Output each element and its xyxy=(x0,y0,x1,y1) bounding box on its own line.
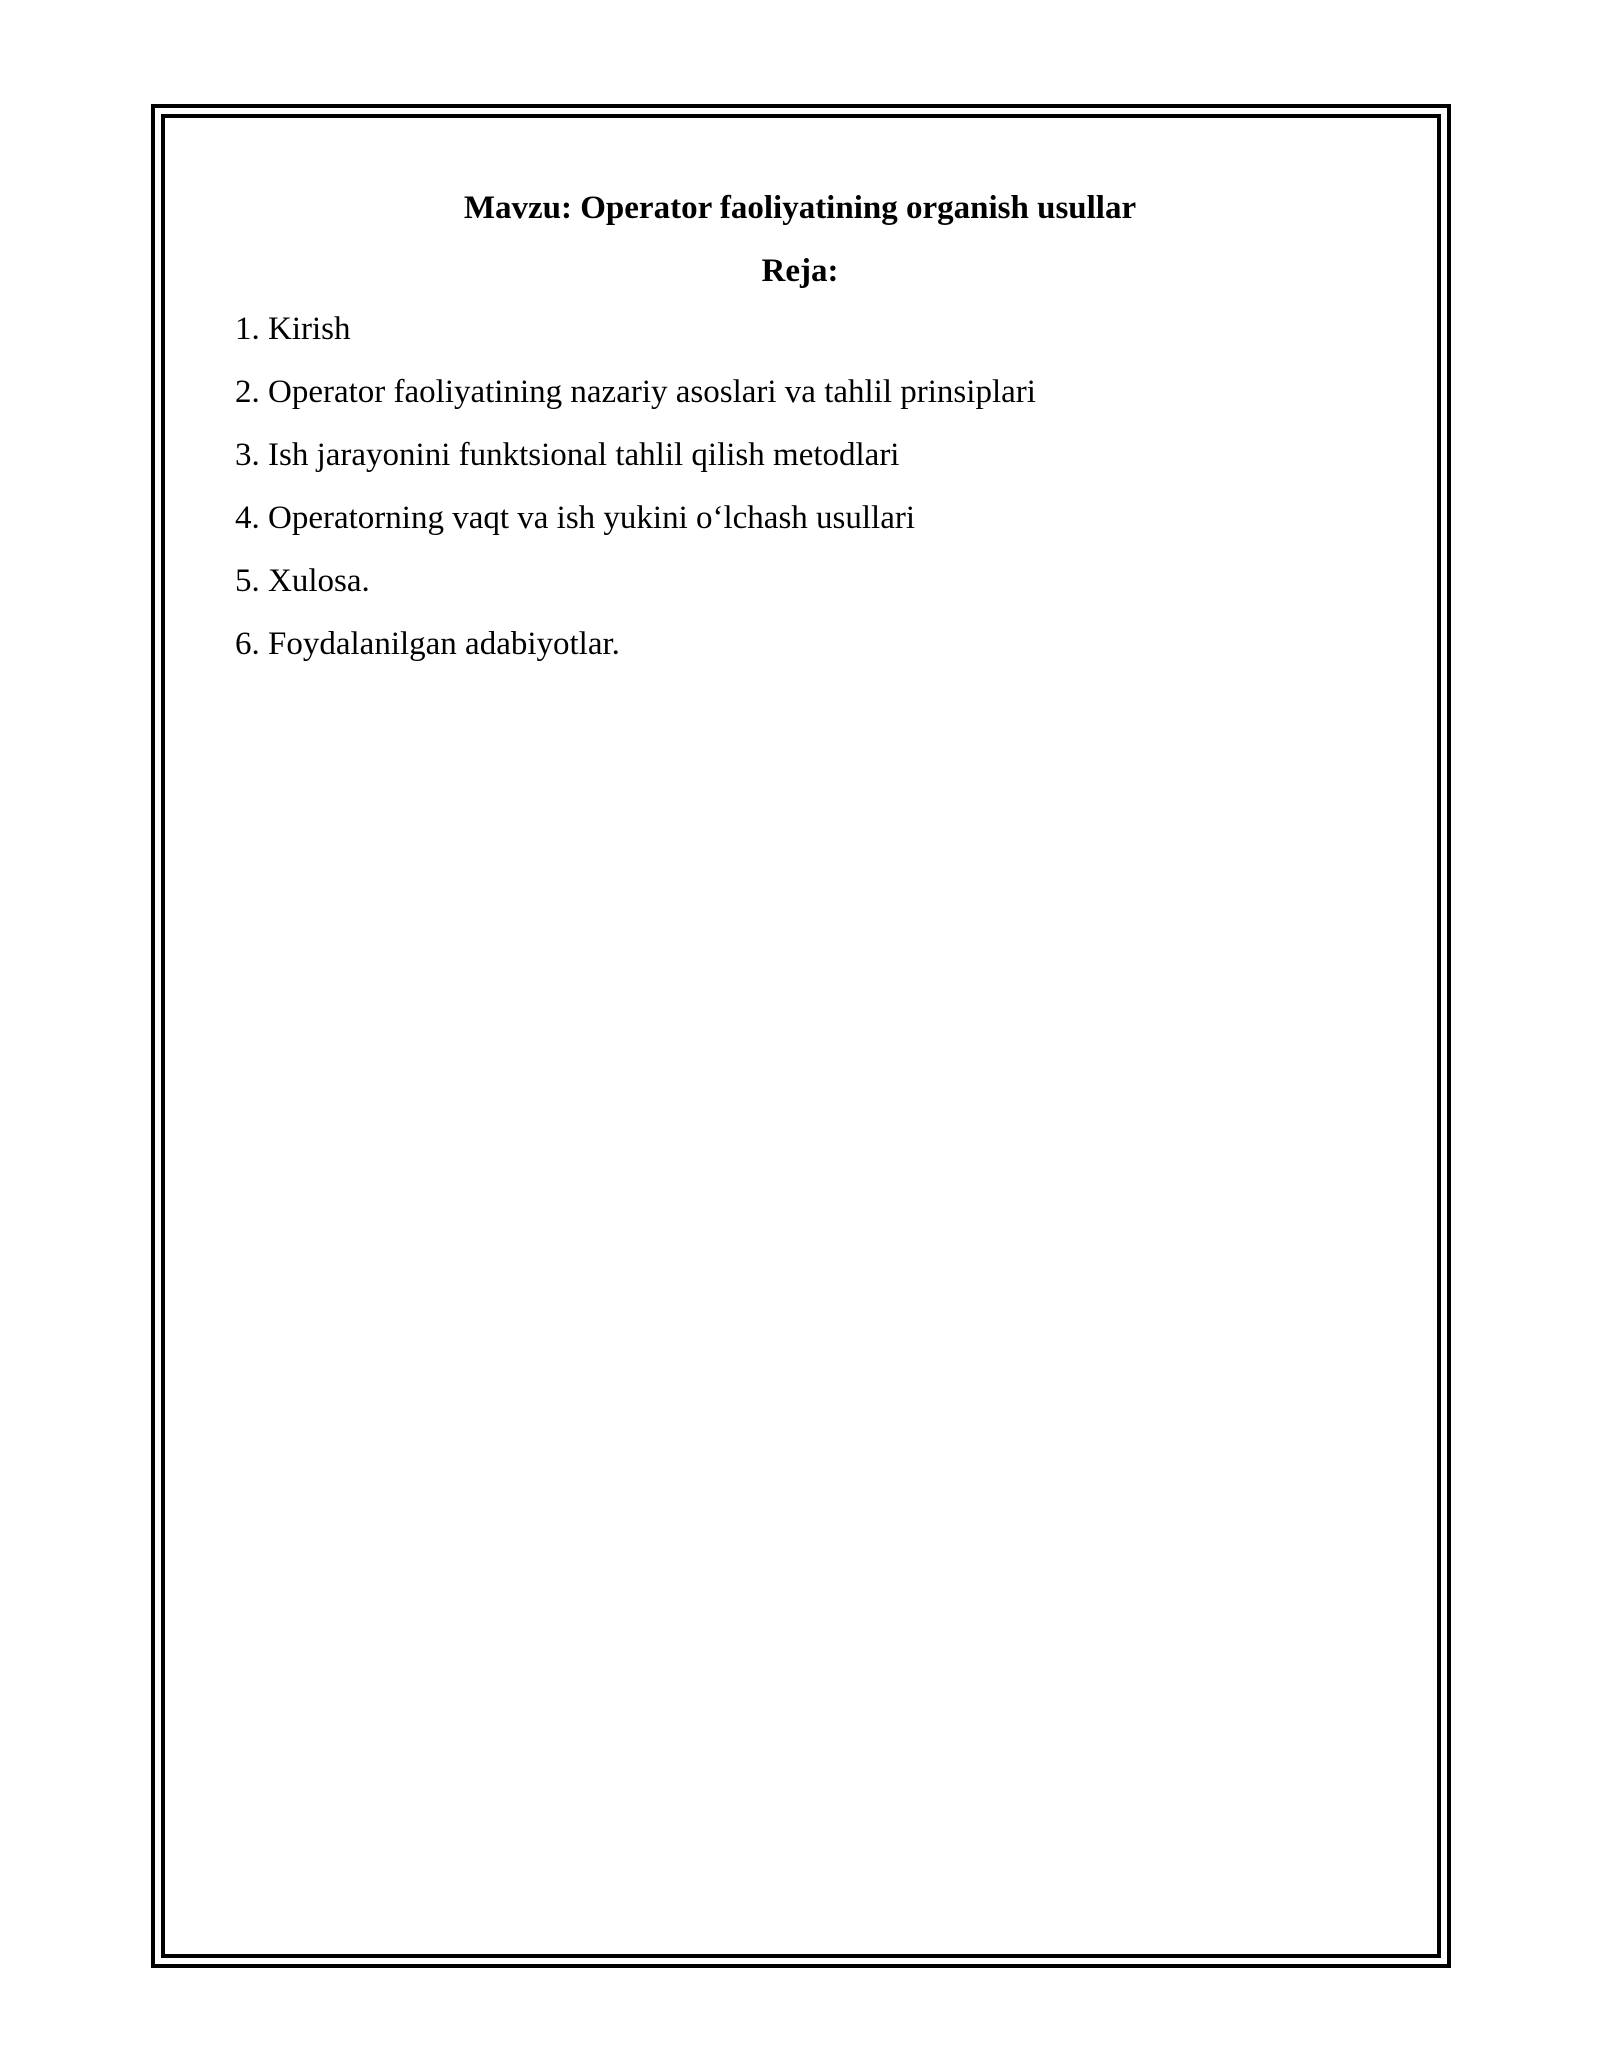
plan-list xyxy=(235,309,1365,664)
plan-heading: Reja: xyxy=(761,253,839,289)
plan-item-3: 3. Ish jarayonini funktsional tahlil qilish metodlari xyxy=(235,437,900,473)
page-content xyxy=(235,188,1365,687)
document-title: Mavzu: Operator faoliyatining organish usullar xyxy=(463,190,1137,226)
plan-item-2: 2. Operator faoliyatining nazariy asoslari va tahlil prinsiplari xyxy=(235,374,1036,410)
plan-item-1: 1. Kirish xyxy=(235,311,351,347)
plan-item-6: 6. Foydalanilgan adabiyotlar. xyxy=(235,626,620,662)
plan-item-4: 4. Operatorning vaqt va ish yukini o‘lchash usullari xyxy=(235,500,916,536)
plan-item-5: 5. Xulosa. xyxy=(235,563,370,599)
